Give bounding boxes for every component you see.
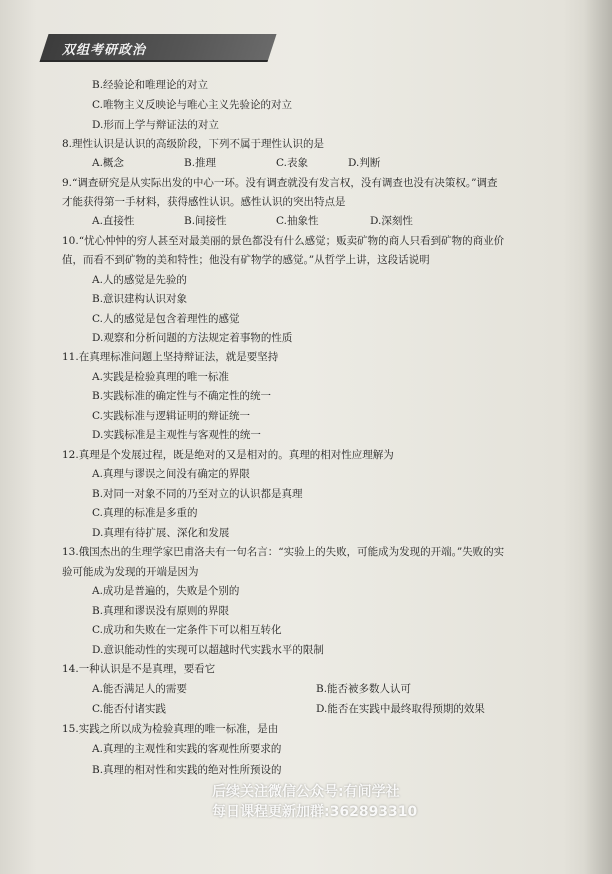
question-text: 14.一种认识是不是真理，要看它 (62, 663, 216, 675)
option-text: A.能否满足人的需要 (92, 683, 187, 695)
option-text: A.实践是检验真理的唯一标准 (92, 371, 229, 383)
header-title: 双组考研政治 (62, 43, 147, 58)
option-text: D.实践标准是主观性与客观性的统一 (92, 429, 261, 441)
option-text: B.间接性 (184, 215, 227, 227)
option-text: B.对同一对象不同的乃至对立的认识都是真理 (92, 488, 303, 500)
option-text: B.经验论和唯理论的对立 (92, 79, 209, 91)
page-spine-shadow (584, 0, 612, 874)
option-text: C.真理的标准是多重的 (92, 507, 198, 519)
option-text: A.真理的主观性和实践的客观性所要求的 (92, 743, 282, 755)
option-text: B.真理的相对性和实践的绝对性所预设的 (92, 764, 282, 776)
question-text: 验可能成为发现的开端是因为 (62, 566, 199, 578)
option-text: D.观察和分析问题的方法规定着事物的性质 (92, 332, 293, 344)
option-text: A.直接性 (92, 215, 135, 227)
option-text: C.人的感觉是包含着理性的感觉 (92, 313, 240, 325)
option-text: C.抽象性 (276, 215, 319, 227)
option-text: B.推理 (184, 157, 217, 169)
option-text: C.成功和失败在一定条件下可以相互转化 (92, 624, 282, 636)
watermark-line-2: 每日课程更新加群:362893310 (212, 804, 418, 820)
question-text: 才能获得第一手材料，获得感性认识。感性认识的突出特点是 (62, 196, 346, 208)
option-text: D.能否在实践中最终取得预期的效果 (316, 703, 485, 715)
option-text: C.唯物主义反映论与唯心主义先验论的对立 (92, 99, 292, 111)
watermark-line-1: 后续关注微信公众号:有间学社 (212, 784, 400, 800)
option-text: B.意识建构认识对象 (92, 293, 188, 305)
question-text: 值，而看不到矿物的美和特性；他没有矿物学的感觉。”从哲学上讲，这段话说明 (62, 254, 430, 266)
question-text: 9.“调查研究是从实际出发的中心一环。没有调查就没有发言权，没有调查也没有决策权。”调查 (62, 177, 498, 189)
option-text: D.深刻性 (370, 215, 413, 227)
option-text: A.真理与谬误之间没有确定的界限 (92, 468, 250, 480)
option-text: B.能否被多数人认可 (316, 683, 412, 695)
option-text: D.形而上学与辩证法的对立 (92, 119, 219, 131)
option-text: B.真理和谬误没有原则的界限 (92, 605, 230, 617)
question-text: 15.实践之所以成为检验真理的唯一标准，是由 (62, 723, 279, 735)
question-text: 11.在真理标准问题上坚持辩证法，就是要坚持 (62, 351, 279, 363)
question-text: 10.“忧心忡忡的穷人甚至对最美丽的景色都没有什么感觉；贩卖矿物的商人只看到矿物的商业价 (62, 235, 505, 247)
option-text: C.表象 (276, 157, 308, 169)
option-text: A.概念 (92, 157, 124, 169)
question-text: 8.理性认识是认识的高级阶段，下列不属于理性认识的是 (62, 138, 325, 150)
option-text: A.人的感觉是先验的 (92, 274, 187, 286)
question-text: 12.真理是个发展过程，既是绝对的又是相对的。真理的相对性应理解为 (62, 449, 394, 461)
option-text: B.实践标准的确定性与不确定性的统一 (92, 390, 272, 402)
option-text: C.实践标准与逻辑证明的辩证统一 (92, 410, 250, 422)
option-text: D.判断 (348, 157, 381, 169)
option-text: A.成功是普遍的，失败是个别的 (92, 585, 240, 597)
option-text: D.意识能动性的实现可以超越时代实践水平的限制 (92, 644, 324, 656)
option-text: C.能否付诸实践 (92, 703, 166, 715)
option-text: D.真理有待扩展、深化和发展 (92, 527, 230, 539)
question-text: 13.俄国杰出的生理学家巴甫洛夫有一句名言：“实验上的失败，可能成为发现的开端。”失败的实 (62, 546, 505, 558)
